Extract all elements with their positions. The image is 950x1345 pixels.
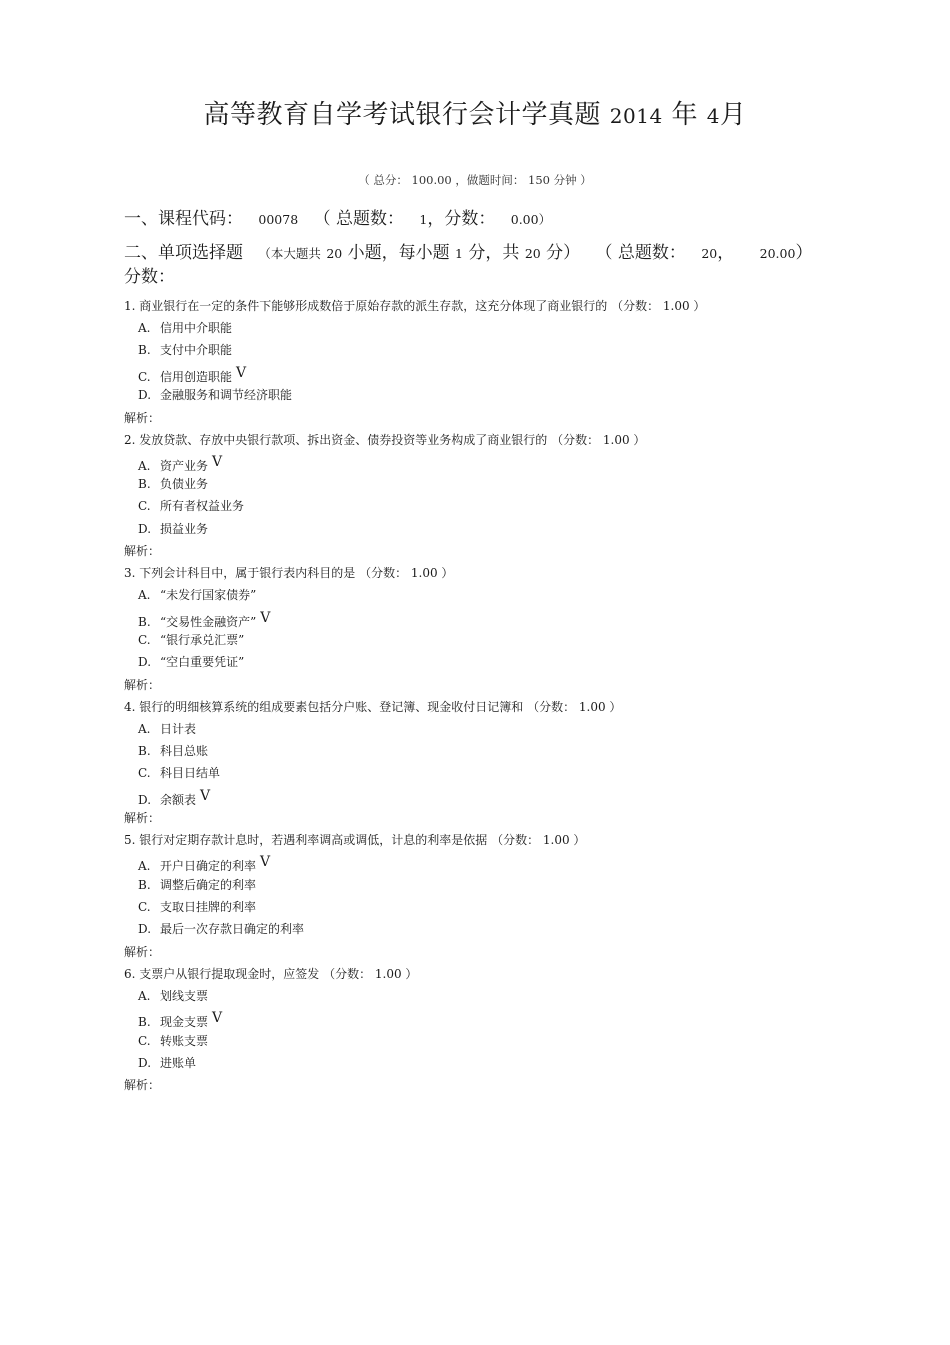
analysis-label: 解析： [124,811,161,826]
option-text: 划线支票 [160,988,209,1003]
section1-score: 0.00 [510,212,539,227]
answer-option [124,495,844,517]
section2-num1: 20 [326,246,343,261]
option-letter: B. [138,1015,151,1030]
exam-meta: （ 总分： 100.00 ，做题时间： 150 分钟 ） [358,173,592,187]
answer-option [124,985,844,1007]
answer-option [124,718,844,740]
answer-option [124,896,844,918]
option-text: 日计表 [160,721,197,736]
analysis-label: 解析： [124,544,161,559]
answer-option [124,473,844,495]
question-item [124,429,844,563]
option-text: “未发行国家债券” [160,588,257,603]
correct-answer-mark: V [200,787,211,804]
option-text: “空白重要凭证” [160,655,245,670]
option-letter: C. [138,499,151,514]
section2-score-label: 分数： [124,267,175,287]
question-item [124,963,844,1097]
correct-answer-mark: V [212,1010,223,1027]
answer-option [124,785,844,807]
option-letter: D. [138,922,152,937]
option-text: 科目日结单 [160,766,221,781]
answer-option [124,317,844,339]
option-text: 资产业务 [160,458,209,473]
option-letter: A. [138,721,151,736]
section2-desc-open: （本大题共 [258,246,321,261]
option-letter: C. [138,369,151,384]
question-item [124,295,844,429]
question-list [124,295,844,1096]
answer-option [124,339,844,361]
option-text: “银行承兑汇票” [160,632,245,647]
question-item [124,829,844,963]
question-stem: 2. 发放贷款、存放中央银行款项、拆出资金、债券投资等业务构成了商业银行的 （分数： 1.00 ） [124,432,646,447]
section2-mid1: 小题，每小题 [347,243,450,263]
correct-answer-mark: V [212,453,223,470]
answer-option [124,384,844,406]
title-month-unit: 月 [719,100,747,130]
answer-option [124,874,844,896]
option-letter: C. [138,632,151,647]
option-text: 信用创造职能 [160,369,233,384]
section2-count-label: （ 总题数： [595,243,686,263]
section2-comma: ， [717,243,735,263]
question-item [124,562,844,696]
option-letter: D. [138,1055,152,1070]
document-title [0,94,950,131]
section1-label: 一、课程代码： [124,209,243,229]
option-letter: B. [138,744,151,759]
correct-answer-mark: V [236,364,247,381]
option-letter: D. [138,792,152,807]
section2-close: ） [795,243,813,263]
title-year: 2014 [609,104,663,128]
option-letter: A. [138,321,151,335]
question-stem: 4. 银行的明细核算系统的组成要素包括分户账、登记簿、现金收付日记簿和 （分数： 1.00 ） [124,699,622,714]
answer-option [124,518,844,540]
answer-option [124,584,844,606]
option-letter: A. [138,859,151,874]
option-letter: B. [138,877,151,892]
option-text: 负债业务 [160,476,209,491]
option-letter: A. [138,588,151,603]
section2-mid2: 分，共 [468,243,520,263]
answer-option [124,1030,844,1052]
answer-option [124,762,844,784]
question-stem: 1. 商业银行在一定的条件下能够形成数倍于原始存款的派生存款，这充分体现了商业银行的 （分数： 1.00 ） [124,299,706,313]
option-text: 余额表 [160,792,197,807]
option-text: “交易性金融资产” [160,614,257,629]
option-letter: A. [138,458,151,473]
option-text: 金融服务和调节经济职能 [160,388,293,403]
analysis-label: 解析： [124,944,161,959]
answer-option [124,651,844,673]
option-text: 支付中介职能 [160,343,233,358]
section2-score: 20.00 [759,246,796,261]
section2-count: 20 [701,246,718,261]
title-month: 4 [706,104,720,128]
section-course-code [124,204,551,229]
analysis-label: 解析： [124,410,161,425]
option-letter: B. [138,476,151,491]
question-stem: 3. 下列会计科目中，属于银行表内科目的是 （分数： 1.00 ） [124,566,454,581]
answer-option [124,1052,844,1074]
option-letter: B. [138,343,151,358]
question-item [124,696,844,830]
option-letter: C. [138,1033,151,1048]
answer-option [124,918,844,940]
section1-score-label: ，分数： [427,209,496,229]
answer-option [124,629,844,651]
option-letter: B. [138,614,151,629]
course-code: 00078 [258,212,299,227]
answer-option [124,362,844,384]
answer-option [124,1007,844,1029]
section1-count-label: （ 总题数： [313,209,404,229]
correct-answer-mark: V [260,854,271,871]
section2-num2: 1 [455,246,463,261]
option-text: 支取日挂牌的利率 [160,900,257,915]
analysis-label: 解析： [124,1078,161,1093]
answer-option [124,851,844,873]
section2-num3: 20 [524,246,541,261]
section1-close: ） [538,212,552,227]
section1-count: 1 [419,212,428,227]
title-year-unit: 年 [671,100,698,130]
option-letter: D. [138,388,152,403]
option-text: 转账支票 [160,1033,209,1048]
answer-option [124,607,844,629]
question-stem: 6. 支票户从银行提取现金时，应签发 （分数： 1.00 ） [124,966,418,981]
answer-option [124,451,844,473]
question-stem: 5. 银行对定期存款计息时，若遇利率调高或调低，计息的利率是依据 （分数： 1.00 ） [124,833,586,848]
option-text: 现金支票 [160,1015,209,1030]
option-text: 开户日确定的利率 [160,859,257,874]
option-letter: D. [138,521,152,536]
analysis-label: 解析： [124,677,161,692]
option-text: 信用中介职能 [160,321,233,335]
option-letter: C. [138,900,151,915]
section2-desc-close: 分） [546,243,581,263]
section-single-choice [124,238,812,263]
option-text: 进账单 [160,1055,197,1070]
option-text: 科目总账 [160,744,209,759]
answer-option [124,740,844,762]
option-letter: D. [138,655,152,670]
option-text: 调整后确定的利率 [160,877,257,892]
option-text: 最后一次存款日确定的利率 [160,922,305,937]
option-letter: A. [138,988,151,1003]
correct-answer-mark: V [260,609,271,626]
title-main: 高等教育自学考试银行会计学真题 [203,100,602,130]
option-text: 所有者权益业务 [160,499,245,514]
option-letter: C. [138,766,151,781]
section2-label: 二、单项选择题 [124,243,243,263]
option-text: 损益业务 [160,521,209,536]
